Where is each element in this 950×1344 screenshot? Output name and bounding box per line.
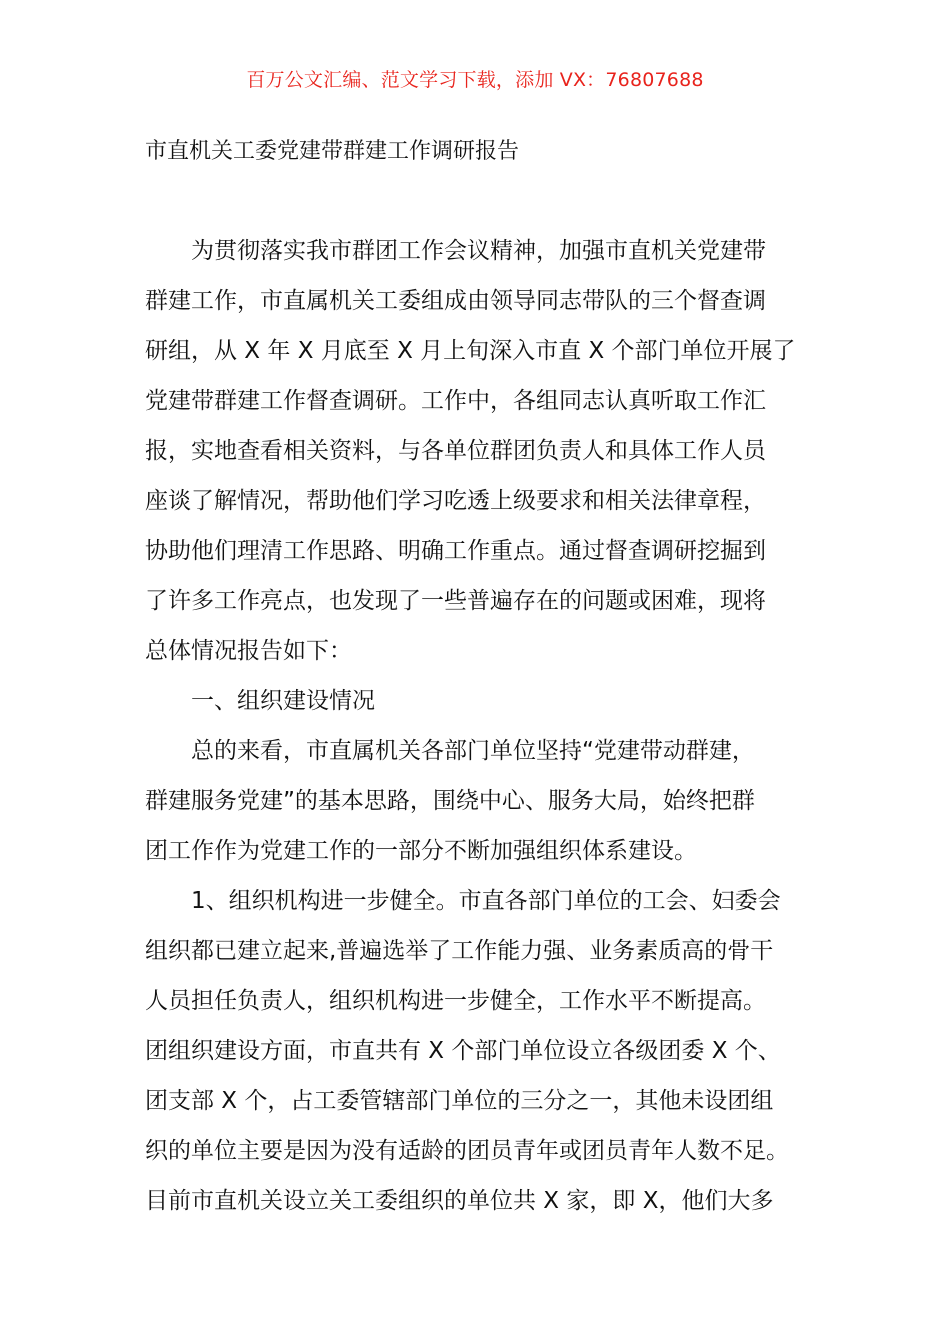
paragraph-line: 总体情况报告如下： [145,638,352,664]
paragraph-line: 总的来看，市直属机关各部门单位坚持“党建带动群建， [191,738,755,764]
document-body [145,226,810,1226]
download-notice: 百万公文汇编、范文学习下载，添加 VX：76807688 [246,69,704,91]
document-title: 市直机关工委党建带群建工作调研报告 [145,139,520,164]
paragraph-line: 座谈了解情况，帮助他们学习吃透上级要求和相关法律章程， [145,488,766,514]
paragraph-line: 为贯彻落实我市群团工作会议精神，加强市直机关党建带 [191,238,766,264]
paragraph-line: 1、组织机构进一步健全。市直各部门单位的工会、妇委会 [191,888,781,914]
paragraph-line: 了许多工作亮点，也发现了一些普遍存在的问题或困难，现将 [145,588,766,614]
paragraph-line: 团工作作为党建工作的一部分不断加强组织体系建设。 [145,838,697,864]
paragraph-line: 人员担任负责人，组织机构进一步健全，工作水平不断提高。 [145,988,766,1014]
paragraph-line: 协助他们理清工作思路、明确工作重点。通过督查调研挖掘到 [145,538,766,564]
paragraph-line: 群建工作，市直属机关工委组成由领导同志带队的三个督查调 [145,288,766,314]
paragraph-line: 报，实地查看相关资料，与各单位群团负责人和具体工作人员 [145,438,766,464]
paragraph-line: 组织都已建立起来,普遍选举了工作能力强、业务素质高的骨干 [145,938,774,964]
paragraph-line: 党建带群建工作督查调研。工作中，各组同志认真听取工作汇 [145,388,766,414]
paragraph-line: 群建服务党建”的基本思路，围绕中心、服务大局，始终把群 [145,788,755,814]
paragraph-line: 团组织建设方面，市直共有 X 个部门单位设立各级团委 X 个、 [145,1038,781,1064]
paragraph-line: 研组，从 X 年 X 月底至 X 月上旬深入市直 X 个部门单位开展了 [145,338,796,364]
paragraph-line: 团支部 X 个，占工委管辖部门单位的三分之一，其他未设团组 [145,1088,774,1114]
section-heading: 一、组织建设情况 [191,688,375,714]
paragraph-line: 织的单位主要是因为没有适龄的团员青年或团员青年人数不足。 [145,1138,789,1164]
paragraph-line: 目前市直机关设立关工委组织的单位共 X 家，即 X，他们大多 [145,1188,774,1214]
